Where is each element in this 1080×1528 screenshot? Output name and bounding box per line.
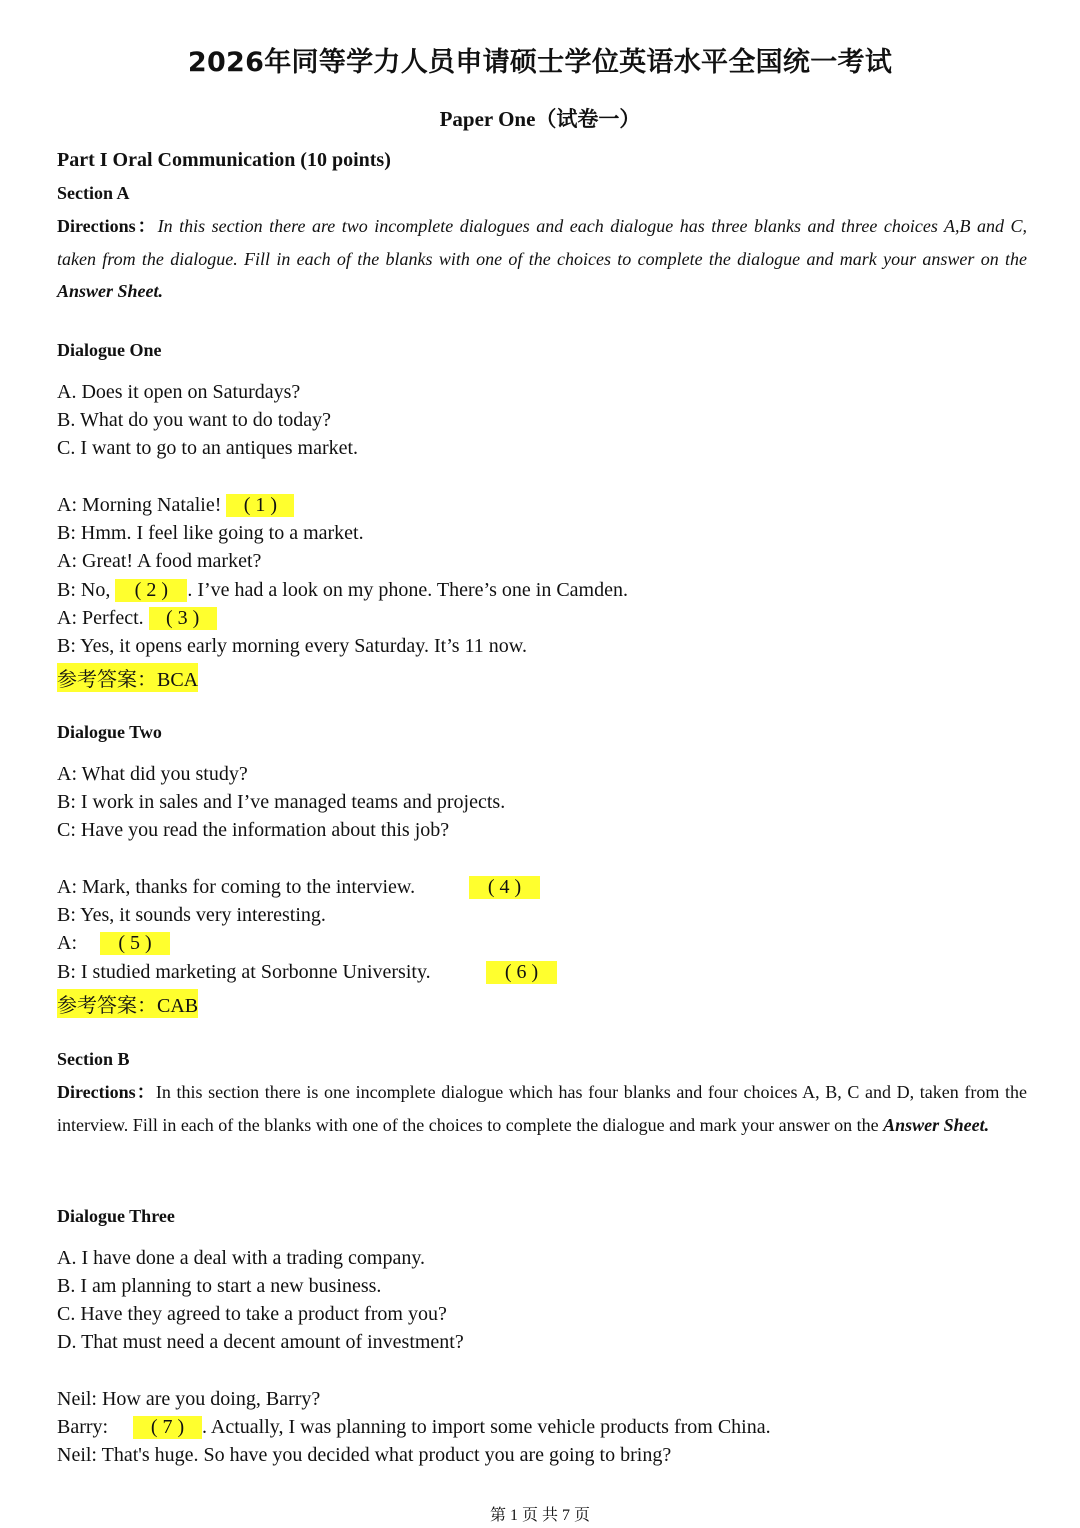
dialogue-two-heading: Dialogue Two xyxy=(57,722,162,742)
blank-5[interactable]: ( 5 ) xyxy=(100,932,170,955)
section-a-heading: Section A xyxy=(57,183,130,203)
choice-c: C. Have they agreed to take a product from you? xyxy=(57,1303,447,1325)
section-b-directions: Directions：In this section there is one incomplete dialogue which has four blanks and four choices A, B, C and D, taken from the interview. Fill in each of the blanks with one of the choices to complete the dialogue and mark your answer on the Answer Sheet. xyxy=(57,1082,1028,1135)
dialogue-one-heading: Dialogue One xyxy=(57,340,162,360)
dialogue-line: ( 7 ) . Actually, I was planning to import some vehicle products from China. xyxy=(133,1416,771,1439)
dialogue-line: B: No, ( 2 ) . I’ve had a look on my phone. There’s one in Camden. xyxy=(57,579,628,601)
choice-c: C: Have you read the information about this job? xyxy=(57,819,450,841)
dialogue-line: Barry: xyxy=(57,1416,109,1438)
dialogue-line: Neil: How are you doing, Barry? xyxy=(57,1388,321,1410)
directions-label: Directions： xyxy=(57,216,158,236)
choice-c: C. I want to go to an antiques market. xyxy=(57,437,359,459)
directions-text: In this section there is one incomplete dialogue which has four blanks and four choices A, B, C and D, taken from the interview. Fill in each of the blanks with one of the choices to complete the dialogue and mark your answer on the xyxy=(57,1082,1028,1135)
choice-d: D. That must need a decent amount of investment? xyxy=(57,1331,464,1353)
dialogue-line: B: Yes, it sounds very interesting. xyxy=(57,904,326,926)
blank-1[interactable]: ( 1 ) xyxy=(226,494,294,517)
blank-2[interactable]: ( 2 ) xyxy=(115,579,187,602)
answer-sheet-label: Answer Sheet xyxy=(883,1114,985,1135)
blank-4[interactable]: ( 4 ) xyxy=(469,876,540,899)
blank-7[interactable]: ( 7 ) xyxy=(133,1416,202,1439)
answer-sheet-label: Answer Sheet xyxy=(57,281,159,301)
blank-3[interactable]: ( 3 ) xyxy=(149,607,217,630)
exam-title: 2026年同等学力人员申请硕士学位英语水平全国统一考试 xyxy=(187,47,893,78)
choice-b: B. I am planning to start a new business. xyxy=(57,1275,382,1297)
dialogue-three-heading: Dialogue Three xyxy=(57,1206,175,1226)
answer-key-1: 参考答案：BCA xyxy=(57,663,198,692)
choice-b: B. What do you want to do today? xyxy=(57,409,332,431)
part1-heading: Part I Oral Communication (10 points) xyxy=(57,149,391,171)
dialogue-line: Neil: That's huge. So have you decided what product you are going to bring? xyxy=(57,1444,672,1466)
page-footer: 第 1 页 共 7 页 xyxy=(489,1507,590,1524)
section-b-heading: Section B xyxy=(57,1049,130,1069)
dialogue-line: A: Mark, thanks for coming to the interview. xyxy=(57,876,416,898)
choice-a: A: What did you study? xyxy=(57,763,248,785)
dialogue-line: B: Yes, it opens early morning every Saturday. It’s 11 now. xyxy=(57,635,527,657)
directions-text: In this section there are two incomplete dialogues and each dialogue has three blanks and three choices A,B and C, taken from the dialogue. Fill in each of the blanks with one of the choices to complete the dialogue and mark your answer on the xyxy=(57,216,1027,269)
section-a-directions: Directions：In this section there are two incomplete dialogues and each dialogue has three blanks and three choices A,B and C, taken from the dialogue. Fill in each of the blanks with one of the choices to complete the dialogue and mark your answer on the Answer Sheet. xyxy=(57,216,1027,301)
directions-label: Directions： xyxy=(57,1082,156,1102)
answer-key-2: 参考答案：CAB xyxy=(57,989,198,1018)
dialogue-line: B: Hmm. I feel like going to a market. xyxy=(57,522,364,544)
choice-a: A. I have done a deal with a trading company. xyxy=(57,1247,426,1269)
dialogue-line: B: I studied marketing at Sorbonne University. xyxy=(57,961,431,983)
choice-b: B: I work in sales and I’ve managed teams and projects. xyxy=(57,791,506,813)
choice-a: A. Does it open on Saturdays? xyxy=(57,381,301,403)
dialogue-line: A: Great! A food market? xyxy=(57,550,262,572)
paper-subtitle: Paper One（试卷一） xyxy=(439,107,641,131)
blank-6[interactable]: ( 6 ) xyxy=(486,961,557,984)
dialogue-line: A: xyxy=(57,932,77,954)
dialogue-line: A: Morning Natalie! ( 1 ) xyxy=(57,494,294,517)
dialogue-line: A: Perfect. ( 3 ) xyxy=(57,607,217,630)
